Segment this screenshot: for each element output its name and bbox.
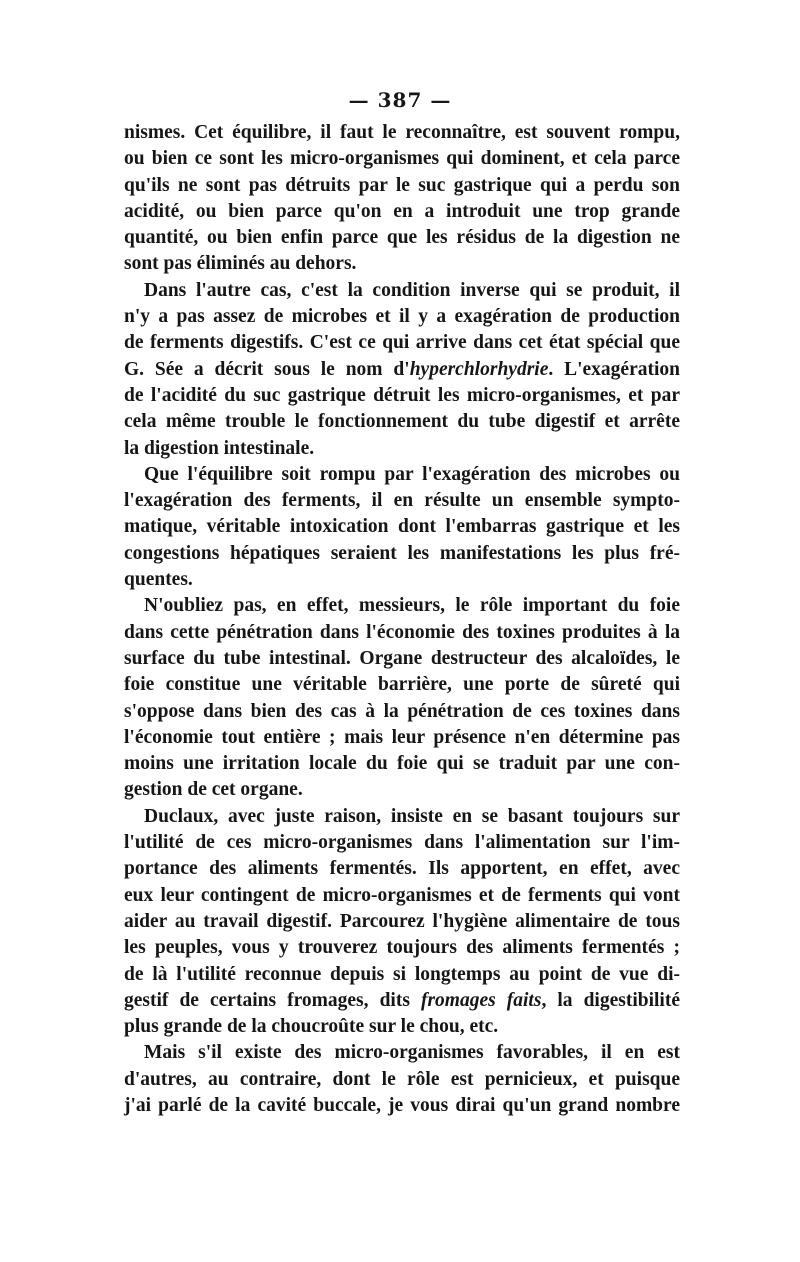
text-line: ou bien ce sont les micro-organismes qui dominent, et cela parce [124, 148, 680, 170]
text-line: gestion de cet organe. [124, 779, 303, 801]
paragraph [124, 593, 680, 803]
text-line: cela même trouble le fonctionnement du tube digestif et arrête [124, 411, 680, 433]
body-text [124, 120, 680, 1119]
text-line: N'oubliez pas, en effet, messieurs, le rôle important du foie [144, 595, 680, 617]
paragraph [124, 1040, 680, 1119]
text-segment: . L'exagération [548, 358, 680, 380]
text-line [124, 988, 680, 1014]
text-line: matique, véritable intoxication dont l'embarras gastrique et les [124, 516, 680, 538]
paragraph [124, 278, 680, 462]
text-segment: , la digestibilité [541, 989, 680, 1011]
paragraph [124, 462, 680, 593]
text-line: sont pas éliminés au dehors. [124, 253, 357, 275]
text-line: s'oppose dans bien des cas à la pénétration de ces toxines dans [124, 700, 680, 722]
text-line: plus grande de la choucroûte sur le chou, etc. [124, 1016, 499, 1038]
text-line: de ferments digestifs. C'est ce qui arrive dans cet état spécial que [124, 332, 680, 354]
text-line: nismes. Cet équilibre, il faut le reconnaître, est souvent rompu, [124, 122, 680, 143]
text-line: Que l'équilibre soit rompu par l'exagération des microbes ou [144, 463, 680, 485]
text-line: quantité, ou bien enfin parce que les résidus de la digestion ne [124, 227, 680, 249]
text-line: moins une irritation locale du foie qui se traduit par une con- [124, 753, 680, 775]
text-line: Dans l'autre cas, c'est la condition inverse qui se produit, il [144, 279, 680, 301]
text-line: Mais s'il existe des micro-organismes favorables, il en est [144, 1042, 680, 1064]
text-line: surface du tube intestinal. Organe destructeur des alcaloïdes, le [124, 647, 680, 669]
text-line: quentes. [124, 569, 193, 591]
text-line: aider au travail digestif. Parcourez l'hygiène alimentaire de tous [124, 910, 680, 932]
text-line: d'autres, au contraire, dont le rôle est pernicieux, et puisque [124, 1068, 680, 1090]
text-line [124, 357, 680, 383]
text-line: dans cette pénétration dans l'économie des toxines produites à la [124, 621, 680, 643]
text-line: de l'acidité du suc gastrique détruit les micro-organismes, et par [124, 384, 680, 406]
text-segment: gestif de certains fromages, dits [124, 989, 421, 1011]
paragraph [124, 120, 680, 278]
text-line: foie constitue une véritable barrière, une porte de sûreté qui [124, 674, 680, 696]
text-segment: G. Sée a décrit sous le nom d' [124, 358, 410, 380]
text-line: Duclaux, avec juste raison, insiste en se basant toujours sur [144, 805, 680, 827]
text-line: portance des aliments fermentés. Ils apportent, en effet, avec [124, 858, 680, 880]
text-line: j'ai parlé de la cavité buccale, je vous dirai qu'un grand nombre [124, 1094, 680, 1116]
text-line: n'y a pas assez de microbes et il y a exagération de production [124, 306, 680, 328]
text-line: de là l'utilité reconnue depuis si longtemps au point de vue di- [124, 963, 680, 985]
italic-term: hyperchlorhydrie [409, 358, 549, 380]
text-line: eux leur contingent de micro-organismes et de ferments qui vont [124, 884, 680, 906]
text-line: les peuples, vous y trouverez toujours des aliments fermentés ; [124, 937, 680, 959]
text-line: l'économie tout entière ; mais leur présence n'en détermine pas [124, 726, 680, 748]
paragraph [124, 804, 680, 1041]
text-line: qu'ils ne sont pas détruits par le suc gastrique qui a perdu son [124, 174, 680, 196]
page-number: — 387 — [348, 88, 452, 112]
text-line: l'utilité de ces micro-organismes dans l'alimentation sur l'im- [124, 832, 680, 854]
text-line: l'exagération des ferments, il en résulte un ensemble sympto- [124, 490, 680, 512]
text-line: acidité, ou bien parce qu'on en a introduit une trop grande [124, 200, 680, 222]
italic-term: fromages faits [420, 989, 542, 1011]
text-line: congestions hépatiques seraient les manifestations les plus fré- [124, 542, 680, 564]
text-line: la digestion intestinale. [124, 437, 315, 459]
